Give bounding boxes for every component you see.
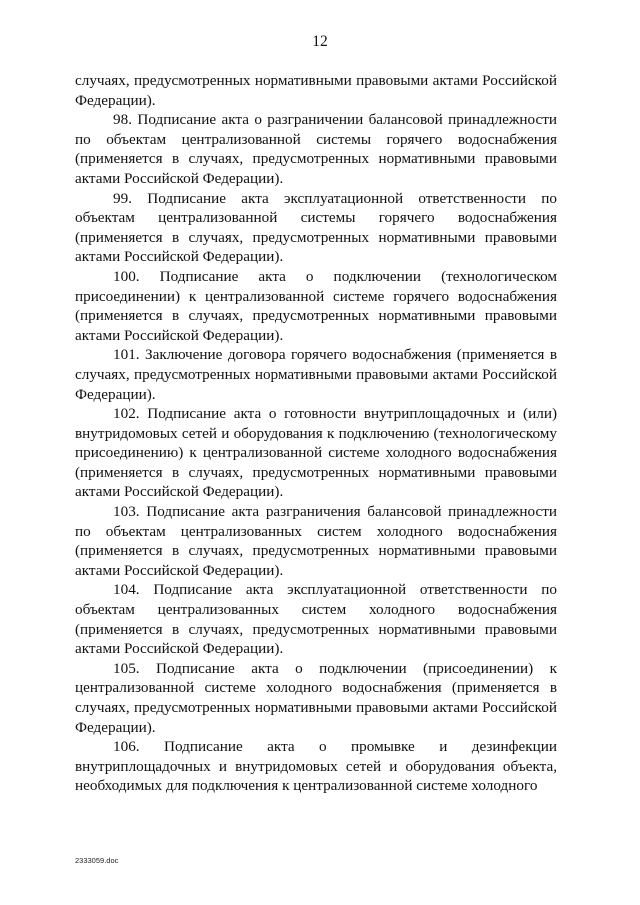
paragraph-item-105: 105. Подписание акта о подключении (присоединении) к централизованной системе холодного водоснабжения (применяется в случаях, предусмотренных нормативными правовыми актами Российской Федерации). — [75, 659, 557, 736]
paragraph-item-99: 99. Подписание акта эксплуатационной ответственности по объектам централизованной системы горячего водоснабжения (применяется в случаях, предусмотренных нормативными правовыми актами Российской Федерации). — [75, 189, 557, 266]
document-body — [75, 71, 557, 796]
document-id: 2333059.doc — [75, 856, 119, 865]
paragraph-item-101: 101. Заключение договора горячего водоснабжения (применяется в случаях, предусмотренных нормативными правовыми актами Российской Федерации). — [75, 346, 557, 403]
paragraph-item-103: 103. Подписание акта разграничения балансовой принадлежности по объектам централизованных систем холодного водоснабжения (применяется в случаях, предусмотренных нормативными правовыми актами Российской Федерации). — [75, 503, 557, 579]
paragraph-item-104: 104. Подписание акта эксплуатационной ответственности по объектам централизованных систем холодного водоснабжения (применяется в случаях, предусмотренных нормативными правовыми актами Российской Федерации). — [75, 581, 557, 658]
paragraph-item-98: 98. Подписание акта о разграничении балансовой принадлежности по объектам централизованной системы горячего водоснабжения (применяется в случаях, предусмотренных нормативными правовыми актами Российской Федерации). — [75, 111, 557, 187]
paragraph-item-100: 100. Подписание акта о подключении (технологическом присоединении) к централизованной системе горячего водоснабжения (применяется в случаях, предусмотренных нормативными правовыми актами Российской Федерации). — [75, 267, 557, 344]
paragraph-item-102: 102. Подписание акта о готовности внутриплощадочных и (или) внутридомовых сетей и оборудования к подключению (технологическому присоединению) к централизованной системе холодного водоснабжения (применяется в случаях, предусмотренных нормативными правовыми актами Российской Федерации). — [75, 405, 557, 501]
paragraph-continuation: случаях, предусмотренных нормативными правовыми актами Российской Федерации). — [75, 72, 557, 109]
page-number: 12 — [312, 33, 328, 50]
paragraph-item-106: 106. Подписание акта о промывке и дезинфекции внутриплощадочных и внутридомовых сетей и оборудования объекта, необходимых для подключения к централизованной системе холодного — [75, 738, 557, 795]
